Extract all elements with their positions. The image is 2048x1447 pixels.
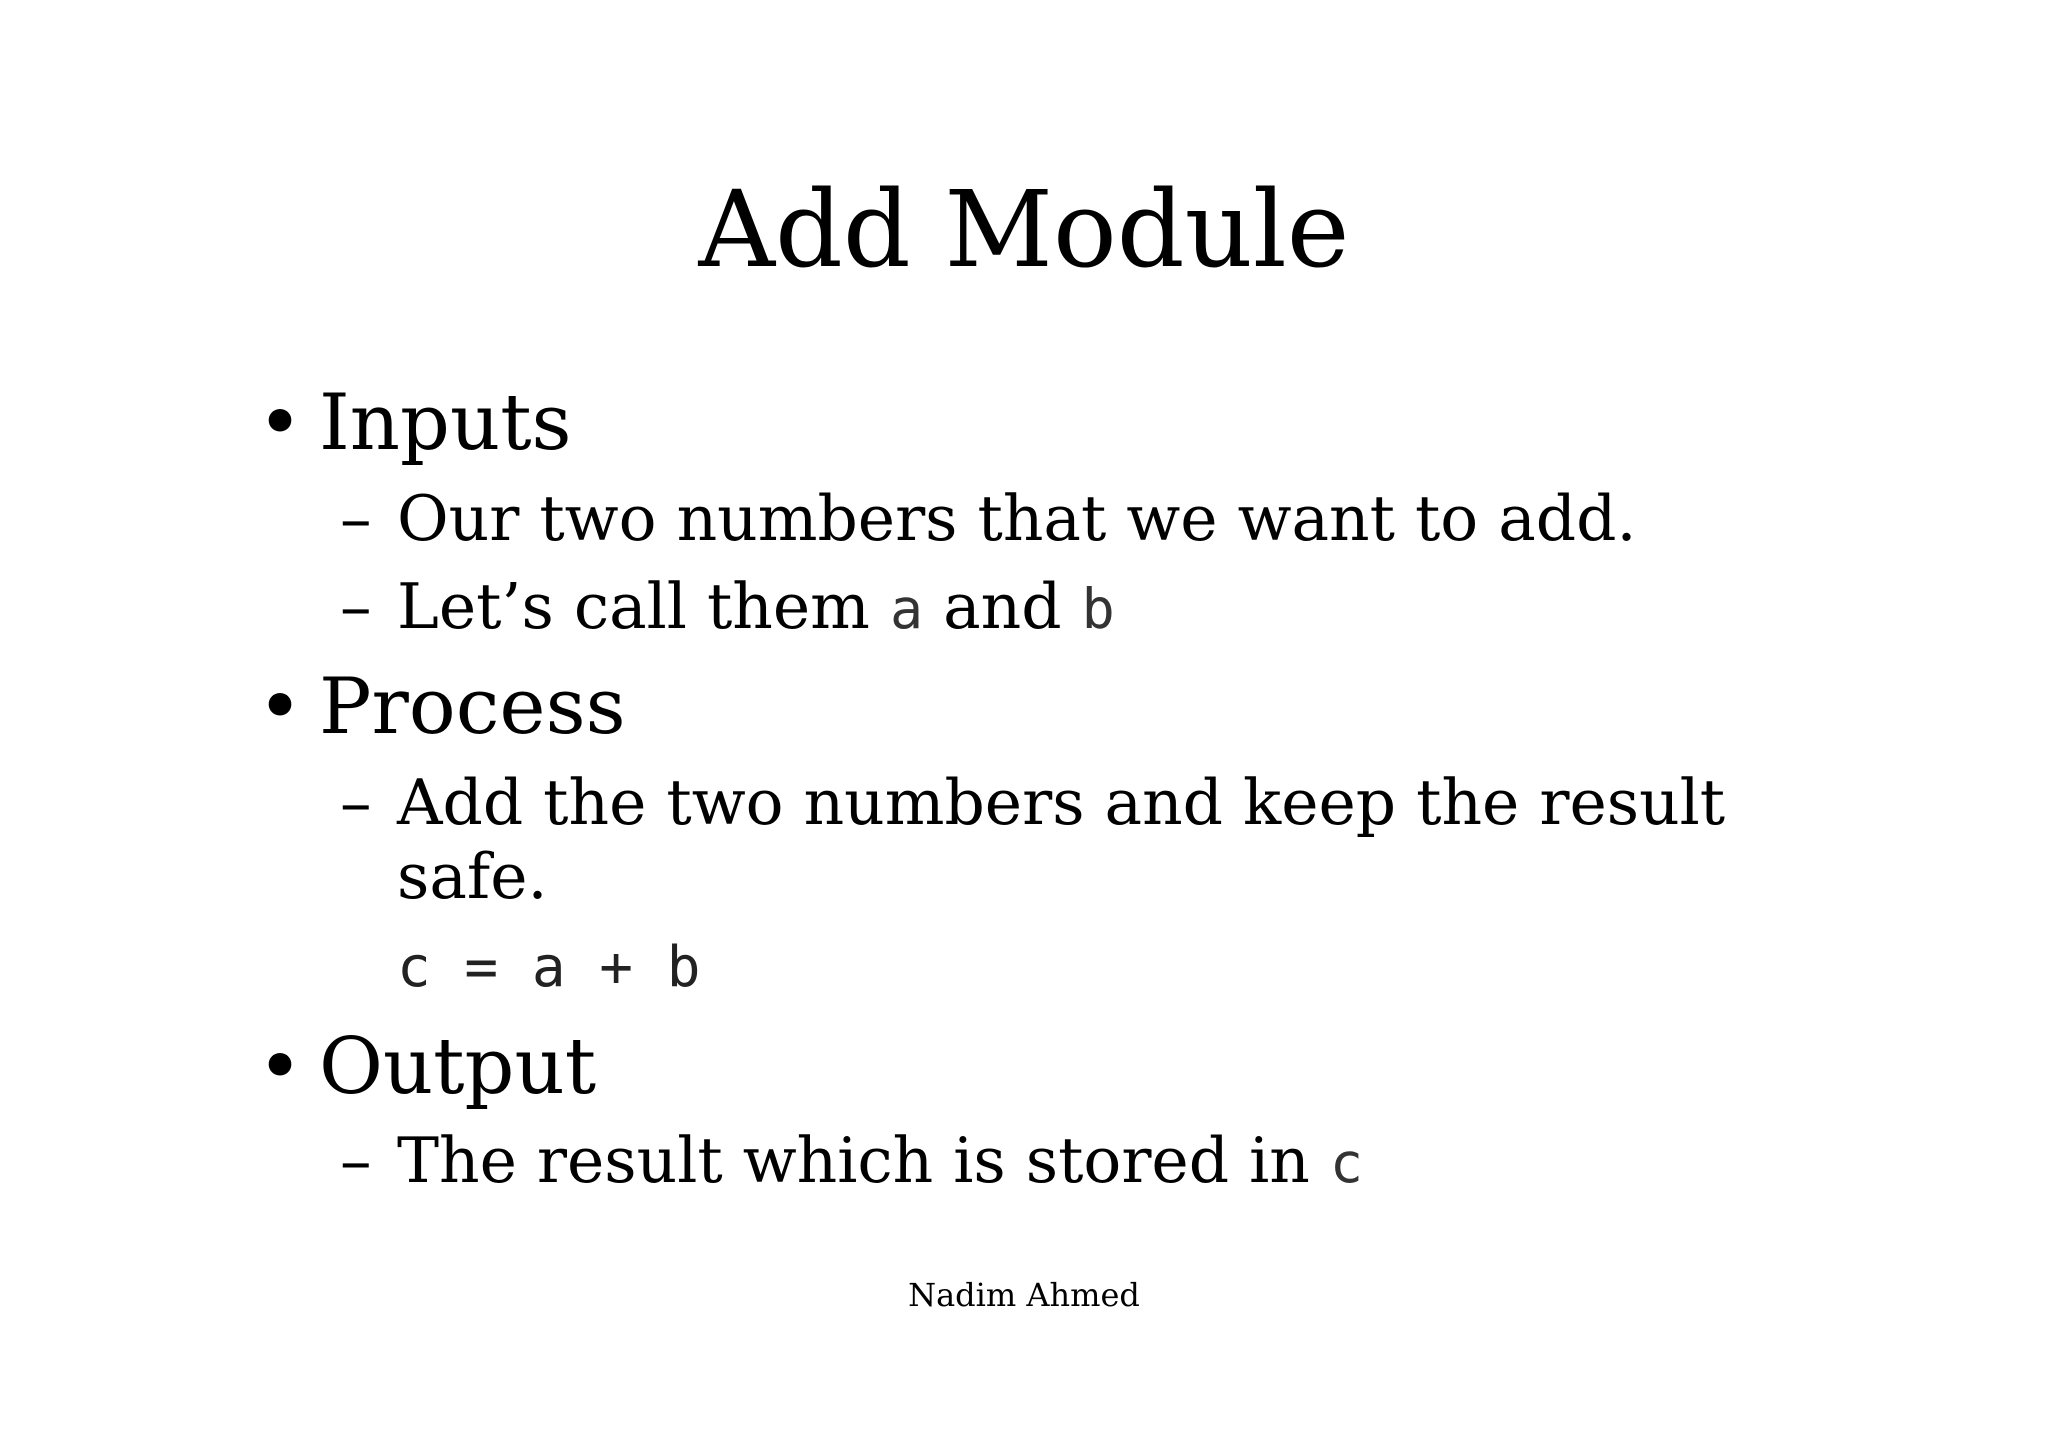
variable-c: c	[1329, 1131, 1363, 1195]
sub-item	[257, 482, 1857, 556]
variable-b: b	[1081, 577, 1115, 641]
bullet-dot-icon: •	[257, 1022, 304, 1112]
dash-icon: –	[340, 766, 372, 839]
sub-item-text-part: Let’s call them	[397, 570, 890, 643]
code-line: c = a + b	[397, 935, 701, 1000]
sub-item-text	[397, 1124, 1777, 1200]
bullet-label: Process	[319, 662, 626, 752]
dash-icon: –	[340, 1124, 372, 1197]
sub-item	[257, 1124, 1857, 1198]
variable-a: a	[889, 577, 924, 641]
sub-item-text	[397, 570, 1777, 646]
bullet-process	[257, 662, 1757, 752]
bullet-label: Output	[319, 1022, 597, 1112]
dash-icon: –	[340, 482, 372, 555]
sub-item-text: Our two numbers that we want to add.	[397, 482, 1637, 555]
bullet-dot-icon: •	[257, 378, 304, 468]
sub-item	[257, 766, 1857, 916]
bullet-inputs	[257, 378, 1757, 468]
bullet-dot-icon: •	[257, 662, 304, 752]
bullet-label: Inputs	[319, 378, 572, 468]
sub-item-text: Add the two numbers and keep the result safe.	[397, 766, 1726, 913]
dash-icon: –	[340, 570, 372, 643]
sub-item-text-part: and	[923, 570, 1082, 643]
bullet-output	[257, 1022, 1757, 1112]
slide-title: Add Module	[698, 168, 1350, 291]
sub-item	[257, 570, 1857, 644]
sub-item-text-part: The result which is stored in	[397, 1124, 1330, 1197]
footer-author: Nadim Ahmed	[908, 1276, 1140, 1314]
